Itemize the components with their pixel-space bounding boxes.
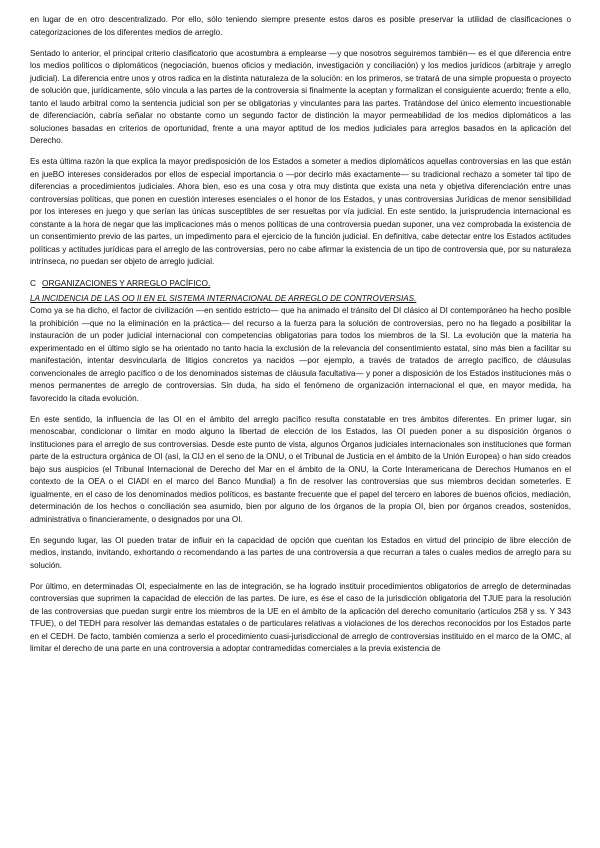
paragraph: En este sentido, la influencia de las OI en el ámbito del arreglo pacífico resulta constatable en tres ámbitos diferentes. En primer lugar, sin menoscabar, condicionar o limitar en modo alguno la libertad de elección de los Estados, las OI pueden poner a su disposición órganos o instituciones para el arreglo de sus controversias. Desde este punto de vista, algunos Órganos judiciales internacionales son instituciones que forman parte de la estructura orgánica de OI (así, la CIJ en el seno de la ONU, o el Tribunal de Justicia en el ámbito de la Unión Europea) o han sido creados bajo sus auspicios (el Tribunal Internacional de Derecho del Mar en el ámbito de la ONU, la Corte Interamericana de Derechos Humanos en el contexto de la OEA o el CIADI en el marco del Banco Mundial) a fin de resolver las controversias que sus miembros decidan someterles. E igualmente, en el caso de los denominados medios políticos, es bastante frecuente que el papel del tercero en labores de buenos oficios, mediación, determinación de los hechos o conciliación sea asumido, bien por alguno de los órganos de la propia OI, bien por órganos creados, sostenidos, administrativa o financieramente, o designados por una OI. bbox=[30, 414, 571, 524]
paragraph: Por último, en determinadas OI, especialmente en las de integración, se ha logrado instituir procedimientos obligatorios de arreglo de determinadas controversias que suprimen la capacidad de elección de las partes. De iure, es ése el caso de la jurisdicción obligatoria del TJUE para la resolución de las controversias que puedan surgir entre los miembros de la UE en el ámbito de la aplicación del derecho comunitario (artículos 258 y ss. Y 343 TFUE), o del TEDH para resolver las demandas estatales o de particulares relativas a violaciones de los derechos reconocidos por los Estados parte en el CEDH. De facto, también comienza a serlo el procedimiento cuasi-jurisdiccional de arreglo de controversias instituido en el marco de la OMC, al limitar el derecho de una parte en una controversia a adoptar contramedidas comerciales a la previa existencia de bbox=[30, 581, 571, 653]
paragraph: Sentado lo anterior, el principal criterio clasificatorio que acostumbra a emplearse —y que nosotros seguiremos también— es el que diferencia entre los medios políticos o diplomáticos (negociación, buenos oficios y mediación, investigación y conciliación) y los medios jurídicos (arbitraje y arreglo judicial). La diferencia entre unos y otros radica en la distinta naturaleza de la solución: en los primeros, se tratará de una simple propuesta o proyecto de solución que, jurídicamente, sólo vincula a las partes de la controversia si finalmente la aceptan y formalizan el consiguiente acuerdo; frente a ello, tanto el laudo arbitral como la sentencia judicial son per se obligatorias y vinculantes para las partes. Tratándose del único elemento incuestionable de diferenciación, cabría señalar no obstante como un segundo factor de distinción la mayor permeabilidad de los medios diplomáticos a las soluciones basadas en criterios de oportunidad, frente a una mayor aptitud de los medios judiciales para arreglos basados en la aplicación del Derecho. bbox=[30, 48, 571, 145]
section-heading bbox=[30, 277, 571, 290]
section-letter: C bbox=[30, 278, 36, 288]
subsection-heading: LA INCIDENCIA DE LAS OO II EN EL SISTEMA INTERNACIONAL DE ARREGLO DE CONTROVERSIAS. bbox=[30, 293, 417, 303]
paragraph: Es esta última razón la que explica la mayor predisposición de los Estados a someter a medios diplomáticos aquellas controversias en las que están en jueBO intereses considerados por ellos de especial importancia o —por decirlo más exactamente— su tradicional rechazo a someter tal tipo de diferencias a procedimientos judiciales. Ahora bien, eso es una cosa y otra muy distinta que exista una neta y objetiva diferenciación entre unas controversias políticas, que ponen en cuestión intereses esenciales o el honor de los Estados, y unas controversias Jurídicas de menor sensibilidad por los intereses en juego y que serían las únicas susceptibles de ser resueltas por vía judicial. En este sentido, la jurisprudencia internacional es constante a la hora de negar que las implicaciones más o menos políticas de una controversia puedan suponer, una vez comprobada la existencia de un consentimiento previo de las partes, un impedimento para el ejercicio de la función judicial. En definitiva, cabe detectar entre los Estados actitudes políticas y actitudes jurídicas para el arreglo de las controversias, pero no cabe afirmar la existencia de un tipo de controversia que, por su naturaleza intrínseca, no puedan ser objeto de arreglo judicial. bbox=[30, 157, 571, 266]
paragraph: En segundo lugar, las OI pueden tratar de influir en la capacidad de opción que cuentan los Estados en virtud del principio de libre elección de medios, instando, invitando, exhortando o recomendando a las partes de una controversia a que recurran a tales o cuales medios de arreglo para su solución. bbox=[30, 535, 571, 570]
paragraph: en lugar de en otro descentralizado. Por ello, sólo teniendo siempre presente estos daros es posible preservar la utilidad de clasificaciones o categorizaciones de los diferentes medios de arreglo. bbox=[30, 15, 571, 37]
paragraph: Como ya se ha dicho, el factor de civilización —en sentido estricto— que ha animado el tránsito del DI clásico al DI contemporáneo ha hecho posible la prohibición —que no la eliminación en la práctica— del recurso a la fuerza para la solución de controversias, pero no ha llegado a posibilitar la instauración de un poder judicial internacional con competencias obligatorias para todos los miembros de la SI. La evolución que la materia ha experimentado en el último siglo se ha orientado no tanto hacia la exclusión de la relevancia del consentimiento estatal, sino más bien a facilitar su manifestación, intentar desvincularla de litigios concretos ya nacidos —por ejemplo, a través de tratados de arreglo pacífico, de cláusulas convencionales de arreglo pacífico o de los denominados sistemas de cláusula facultativa— y poner a disposición de los Estados instituciones más o menos permanentes de arreglo de controversias. Sin duda, ha sido el fenómeno de organización internacional el que, en mayor medida, ha favorecido la citada evolución. bbox=[30, 306, 571, 403]
document-page bbox=[30, 14, 571, 656]
section-title: ORGANIZACIONES Y ARREGLO PACÍFICO. bbox=[42, 278, 211, 288]
